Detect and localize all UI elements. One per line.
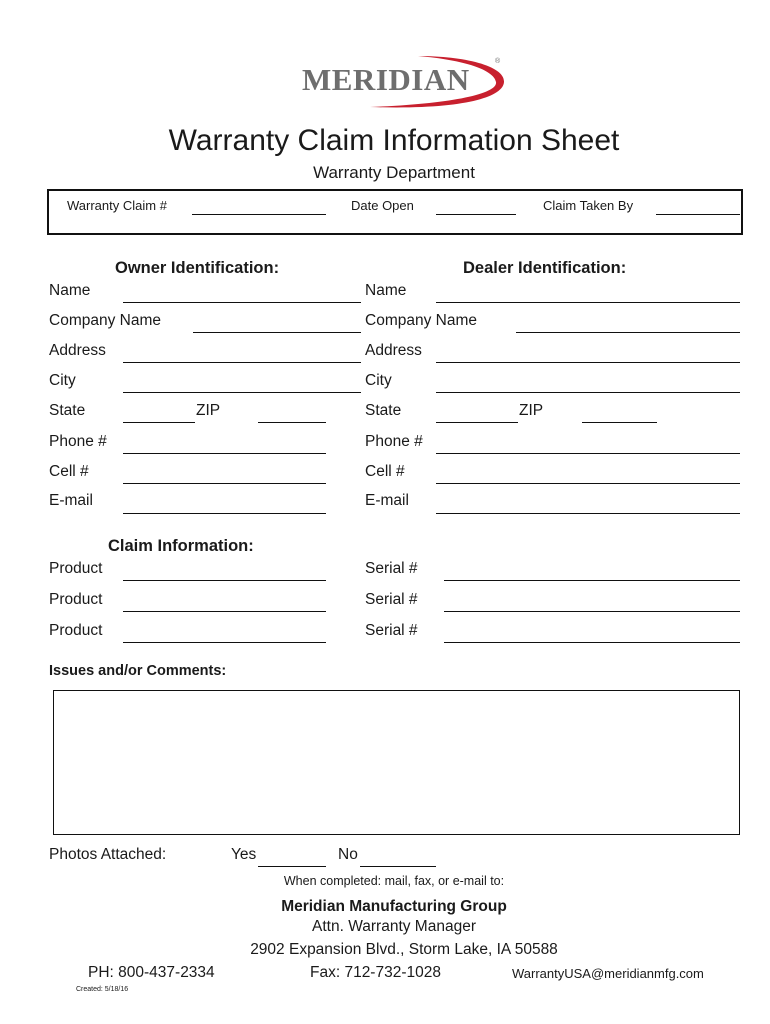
product-field[interactable]	[123, 580, 326, 581]
footer-attn: Attn. Warranty Manager	[312, 918, 476, 935]
owner-email-label: E-mail	[49, 492, 93, 509]
photos-yes-label: Yes	[231, 846, 257, 863]
dealer-identification-heading: Dealer Identification:	[463, 259, 627, 277]
comments-heading: Issues and/or Comments:	[49, 663, 227, 679]
owner-address-label: Address	[49, 342, 106, 359]
serial-field[interactable]	[444, 580, 740, 581]
dealer-email-field[interactable]	[436, 513, 740, 514]
product-label: Product	[49, 622, 103, 639]
meridian-logo	[300, 52, 510, 112]
serial-label: Serial #	[365, 591, 418, 608]
photos-yes-field[interactable]	[258, 866, 326, 867]
owner-email-field[interactable]	[123, 513, 326, 514]
owner-phone-label: Phone #	[49, 433, 107, 450]
claim-taken-by-label: Claim Taken By	[543, 198, 634, 213]
warranty-claim-field[interactable]	[192, 214, 326, 215]
product-label: Product	[49, 591, 103, 608]
dealer-state-field[interactable]	[436, 422, 518, 423]
dealer-phone-field[interactable]	[436, 453, 740, 454]
product-label: Product	[49, 560, 103, 577]
serial-label: Serial #	[365, 622, 418, 639]
owner-identification-heading: Owner Identification:	[115, 259, 280, 277]
footer-phone: PH: 800-437-2334	[88, 964, 215, 981]
owner-city-field[interactable]	[123, 392, 361, 393]
owner-state-label: State	[49, 402, 86, 419]
dealer-phone-label: Phone #	[365, 433, 423, 450]
logo-wordmark: MERIDIAN	[302, 62, 470, 97]
dealer-address-field[interactable]	[436, 362, 740, 363]
dealer-cell-label: Cell #	[365, 463, 405, 480]
owner-address-field[interactable]	[123, 362, 361, 363]
claim-taken-by-field[interactable]	[656, 214, 740, 215]
owner-phone-field[interactable]	[123, 453, 326, 454]
claim-information-heading: Claim Information:	[108, 537, 254, 555]
owner-cell-label: Cell #	[49, 463, 89, 480]
product-field[interactable]	[123, 642, 326, 643]
dealer-name-field[interactable]	[436, 302, 740, 303]
footer-email-link[interactable]: WarrantyUSA@meridianmfg.com	[512, 966, 704, 981]
footer-fax: Fax: 712-732-1028	[310, 964, 441, 981]
comments-box[interactable]	[53, 690, 740, 835]
footer-company: Meridian Manufacturing Group	[281, 898, 507, 915]
date-open-field[interactable]	[436, 214, 516, 215]
page-subtitle: Warranty Department	[313, 163, 475, 182]
dealer-city-field[interactable]	[436, 392, 740, 393]
dealer-address-label: Address	[365, 342, 422, 359]
owner-zip-label: ZIP	[196, 402, 221, 419]
footer-address: 2902 Expansion Blvd., Storm Lake, IA 50588	[250, 941, 558, 958]
created-date: Created: 5/18/16	[76, 986, 129, 993]
dealer-zip-field[interactable]	[582, 422, 657, 423]
photos-attached-label: Photos Attached:	[49, 846, 167, 863]
owner-company-label: Company Name	[49, 312, 161, 329]
owner-state-field[interactable]	[123, 422, 195, 423]
dealer-email-label: E-mail	[365, 492, 409, 509]
owner-company-field[interactable]	[193, 332, 361, 333]
dealer-company-label: Company Name	[365, 312, 477, 329]
mail-instruction: When completed: mail, fax, or e-mail to:	[283, 874, 505, 888]
owner-name-field[interactable]	[123, 302, 361, 303]
dealer-city-label: City	[365, 372, 392, 389]
photos-no-label: No	[338, 846, 358, 863]
owner-zip-field[interactable]	[258, 422, 326, 423]
owner-cell-field[interactable]	[123, 483, 326, 484]
serial-field[interactable]	[444, 642, 740, 643]
serial-field[interactable]	[444, 611, 740, 612]
warranty-claim-label: Warranty Claim #	[67, 198, 167, 213]
dealer-zip-label: ZIP	[519, 402, 544, 419]
product-field[interactable]	[123, 611, 326, 612]
date-open-label: Date Open	[351, 198, 414, 213]
dealer-cell-field[interactable]	[436, 483, 740, 484]
page-title: Warranty Claim Information Sheet	[168, 124, 620, 157]
dealer-name-label: Name	[365, 282, 407, 299]
photos-no-field[interactable]	[360, 866, 436, 867]
dealer-state-label: State	[365, 402, 402, 419]
serial-label: Serial #	[365, 560, 418, 577]
owner-city-label: City	[49, 372, 76, 389]
registered-mark: ®	[495, 58, 501, 65]
dealer-company-field[interactable]	[516, 332, 740, 333]
owner-name-label: Name	[49, 282, 91, 299]
